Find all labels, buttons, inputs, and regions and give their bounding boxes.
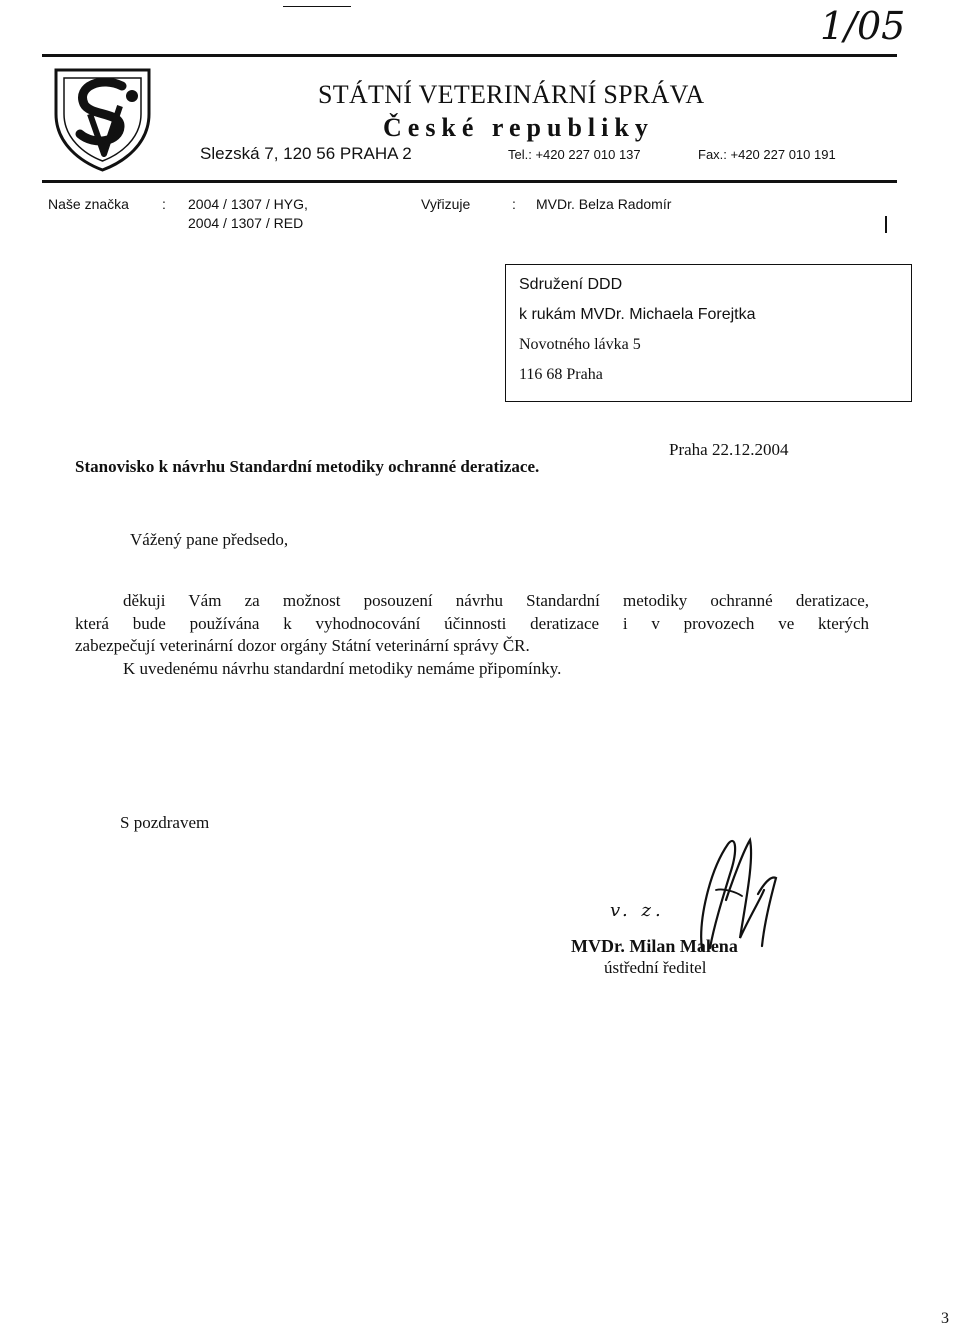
margin-tick: [885, 216, 887, 233]
recipient-city: 116 68 Praha: [519, 366, 603, 383]
signer-name: MVDr. Milan Malena: [571, 936, 738, 956]
handler-label: Vyřizuje: [421, 196, 471, 212]
recipient-street: Novotného lávka 5: [519, 336, 641, 353]
body-line: která bude používána k vyhodnocování účinnosti deratizace i v provozech ve kterých: [75, 613, 869, 633]
reference-colon: :: [162, 196, 166, 212]
handler-name: MVDr. Belza Radomír: [536, 196, 672, 212]
body-line: zabezpečují veterinární dozor orgány Státní veterinární správy ČR.: [75, 636, 530, 655]
top-thin-line: [283, 6, 351, 7]
letter-closing: S pozdravem: [120, 813, 210, 832]
header-bottom-rule: [42, 180, 897, 183]
reference-line-1: 2004 / 1307 / HYG,: [188, 196, 308, 212]
reference-line-2: 2004 / 1307 / RED: [188, 215, 304, 231]
signer-title: ústřední ředitel: [604, 958, 707, 977]
recipient-attention: k rukám MVDr. Michaela Forejtka: [519, 306, 756, 323]
recipient-organization: Sdružení DDD: [519, 276, 623, 293]
signature-on-behalf-note: v. z.: [610, 900, 665, 921]
svs-logo-icon: [50, 62, 155, 172]
letter-body: [75, 590, 869, 680]
letter-subject: Stanovisko k návrhu Standardní metodiky ochranné deratizace.: [75, 457, 540, 476]
page-number: 3: [941, 1310, 949, 1327]
organization-phone: Tel.: +420 227 010 137: [508, 147, 641, 162]
handwritten-reference-mark: 1/05: [820, 4, 906, 48]
body-line: děkuji Vám za možnost posouzení návrhu Standardní metodiky ochranné deratizace,: [123, 591, 869, 610]
header-top-rule: [42, 54, 897, 57]
body-line: K uvedenému návrhu standardní metodiky nemáme připomínky.: [123, 658, 562, 678]
handler-colon: :: [512, 196, 516, 212]
letter-date: Praha 22.12.2004: [669, 440, 789, 459]
reference-label: Naše značka: [48, 196, 129, 212]
letter-salutation: Vážený pane předsedo,: [130, 530, 289, 549]
recipient-address-box: [505, 264, 912, 402]
organization-fax: Fax.: +420 227 010 191: [698, 147, 836, 162]
organization-country: České republiky: [383, 113, 654, 142]
organization-address: Slezská 7, 120 56 PRAHA 2: [200, 144, 412, 163]
organization-name: STÁTNÍ VETERINÁRNÍ SPRÁVA: [318, 80, 705, 109]
